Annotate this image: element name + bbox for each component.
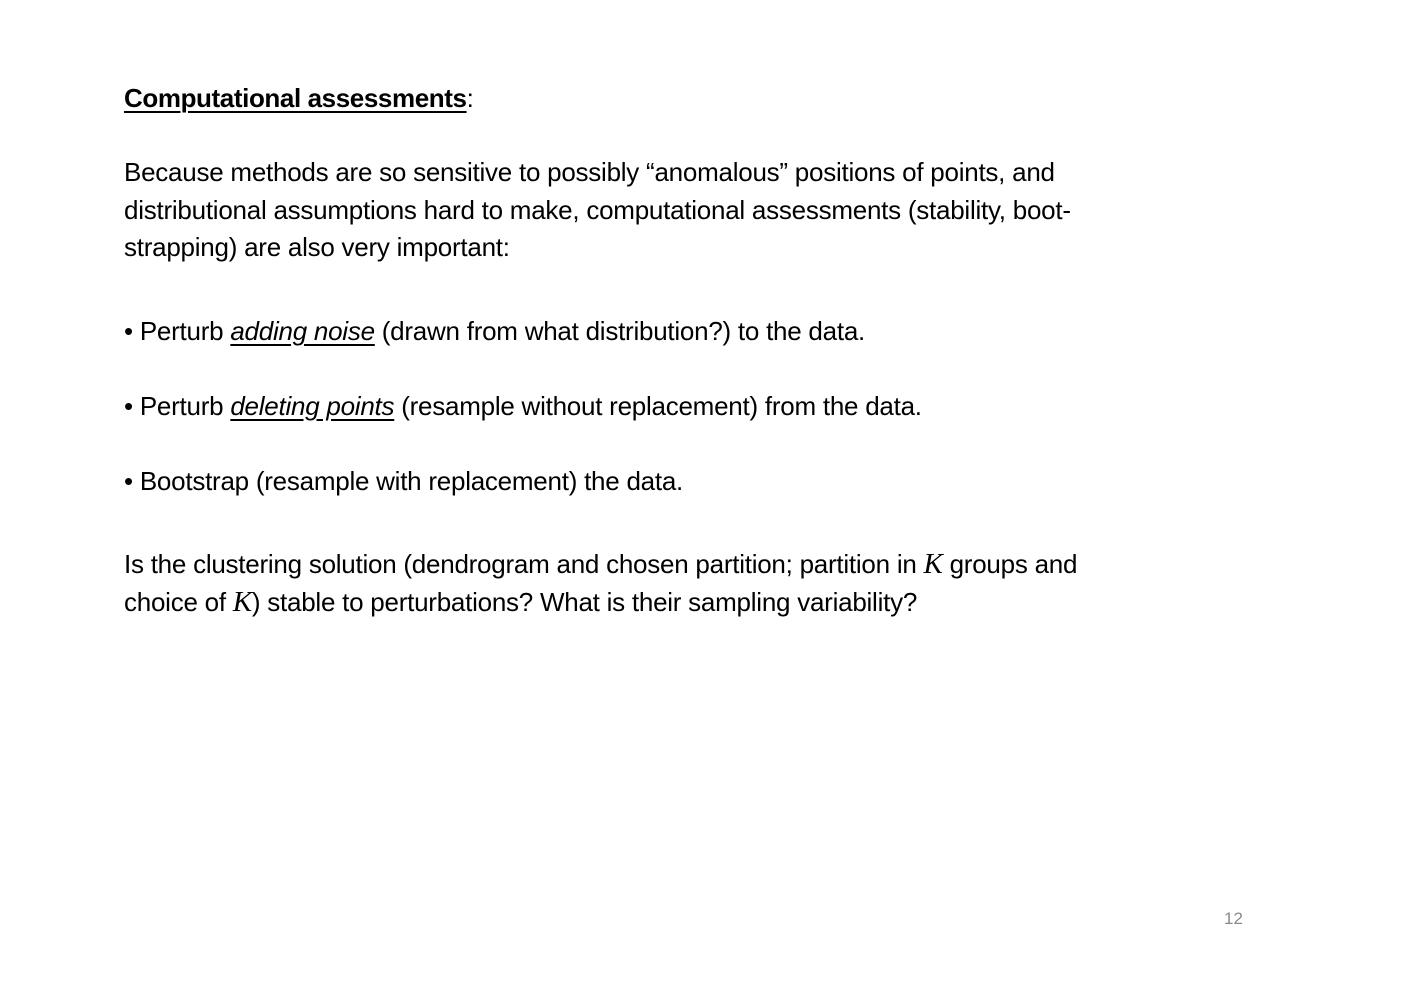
slide-heading: Computational assessments xyxy=(124,83,467,113)
page-number: 12 xyxy=(1224,909,1243,928)
question-text-post: ) stable to perturbations? What is their sampling variability? xyxy=(251,586,918,617)
intro-paragraph xyxy=(124,154,1244,267)
intro-quoted-word: anomalous xyxy=(654,157,780,187)
intro-line-2: distributional assumptions hard to make, computational assessments (stability, boot- xyxy=(124,194,1071,225)
open-quote: “ xyxy=(646,157,655,187)
question-line-1 xyxy=(124,546,1244,584)
intro-line-1 xyxy=(124,154,1244,192)
heading-colon: : xyxy=(466,83,474,113)
bullet-deleting-points xyxy=(124,390,922,422)
variable-k: K xyxy=(232,585,252,618)
bullet-term: deleting points xyxy=(230,391,395,421)
question-paragraph xyxy=(124,546,1244,621)
intro-text-pre: Because methods are so sensitive to possibly xyxy=(124,157,647,187)
close-quote: ” xyxy=(779,157,788,187)
bullet-marker: • xyxy=(124,391,140,421)
bullet-marker: • xyxy=(124,466,140,496)
bullet-text-post: (drawn from what distribution?) to the data. xyxy=(374,316,866,346)
bullet-text-pre: Perturb xyxy=(139,316,231,346)
question-text-pre: choice of xyxy=(124,586,233,617)
bullet-bootstrap xyxy=(124,465,683,497)
bullet-term: adding noise xyxy=(230,316,375,346)
question-text-pre: Is the clustering solution (dendrogram and chosen partition; partition in xyxy=(124,549,924,579)
bullet-marker: • xyxy=(124,316,140,346)
question-text-post: groups and xyxy=(942,549,1078,579)
bullet-text-pre: Perturb xyxy=(139,391,231,421)
slide-heading-line xyxy=(124,82,474,114)
question-line-2 xyxy=(124,584,1244,622)
variable-k: K xyxy=(923,548,943,580)
intro-text-post: positions of points, and xyxy=(787,157,1055,187)
bullet-adding-noise xyxy=(124,315,865,347)
bullet-text-post: (resample without replacement) from the data. xyxy=(394,391,922,421)
intro-line-3: strapping) are also very important: xyxy=(124,232,510,262)
bullet-text: Bootstrap (resample with replacement) the data. xyxy=(139,466,684,496)
